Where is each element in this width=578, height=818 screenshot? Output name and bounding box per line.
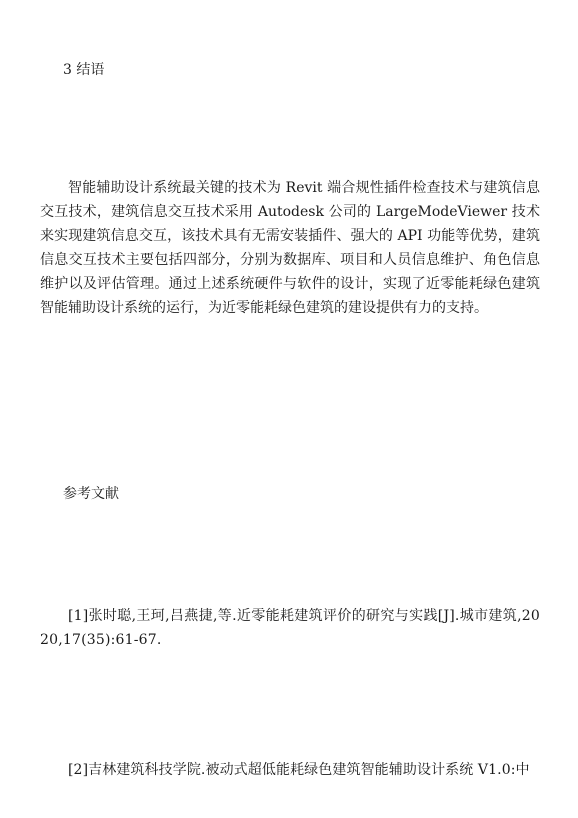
reference-item-2: [2]吉林建筑科技学院.被动式超低能耗绿色建筑智能辅助设计系统 V1.0:中 xyxy=(68,762,530,778)
section-heading-references: 参考文献 xyxy=(63,486,119,502)
conclusion-paragraph: 智能辅助设计系统最关键的技术为 Revit 端合规性插件检查技术与建筑信息交互技术，建筑信息交互技术采用 Autodesk 公司的 LargeModeViewer 技术来实现建筑信息交互，该技术具有无需安装插件、强大的 API 功能等优势，建筑信息交互技术主要包括四部分，分别为数据库、项目和人员信息维护、角色信息维护以及评估管理。通过上述系统硬件与软件的设计，实现了近零能耗绿色建筑智能辅助设计系统的运行，为近零能耗绿色建筑的建设提供有力的支持。 xyxy=(40,180,540,316)
section-heading-conclusion: 3 结语 xyxy=(63,62,105,78)
reference-item-1: [1]张时聪,王珂,吕燕捷,等.近零能耗建筑评价的研究与实践[J].城市建筑,2020,17(35):61-67. xyxy=(40,608,540,648)
